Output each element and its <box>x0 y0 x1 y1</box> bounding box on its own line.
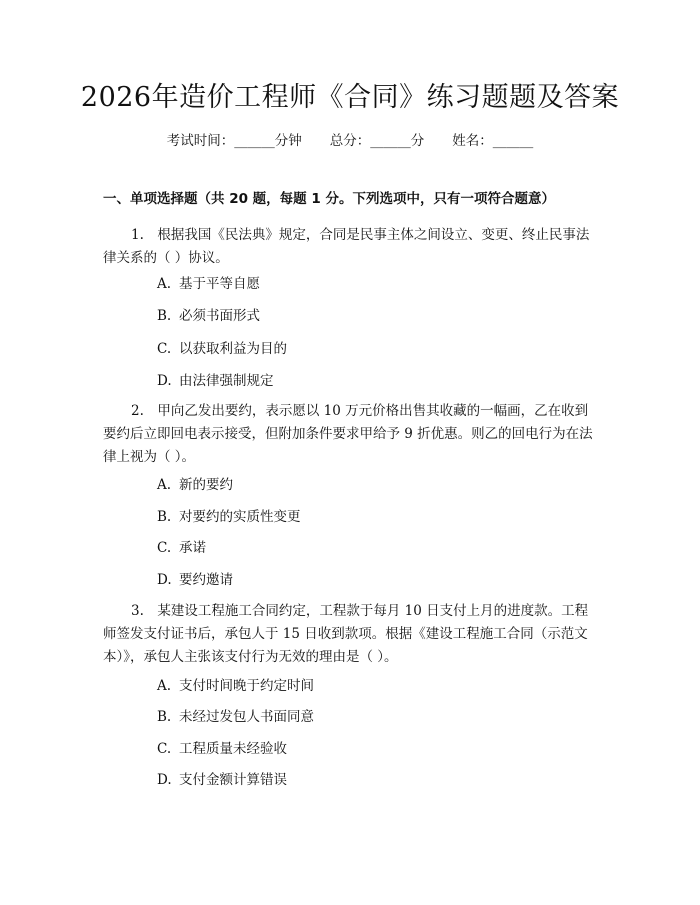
exam-info-line <box>0 130 700 152</box>
time-label: 考试时间： <box>166 133 235 149</box>
option-d <box>157 769 577 791</box>
option-b <box>157 506 577 528</box>
option-text: 基于平等自愿 <box>179 276 260 292</box>
question-line: 2. 甲向乙发出要约，表示愿以 10 万元价格出售其收藏的一幅画，乙在收到 <box>131 403 589 419</box>
option-letter: C. <box>157 540 172 556</box>
option-letter: B. <box>157 509 172 525</box>
option-text: 支付时间晚于约定时间 <box>179 678 314 694</box>
score-blank: ______ <box>370 133 411 149</box>
option-text: 要约邀请 <box>179 572 233 588</box>
score-label: 总分： <box>329 133 371 149</box>
option-b <box>157 305 577 327</box>
option-letter: B. <box>157 308 172 324</box>
question-2-text <box>103 400 603 469</box>
option-c <box>157 338 577 360</box>
question-line: 本）》，承包人主张该支付行为无效的理由是（ ）。 <box>103 649 398 665</box>
option-b <box>157 706 577 728</box>
option-text: 承诺 <box>179 540 206 556</box>
section-heading: 一、单项选择题（共 20 题，每题 1 分。下列选项中，只有一项符合题意） <box>103 191 555 207</box>
option-d <box>157 370 577 392</box>
option-letter: D. <box>157 772 172 788</box>
question-line: 律关系的（ ）协议。 <box>103 250 229 266</box>
question-line: 律上视为（ ）。 <box>103 449 196 465</box>
option-c <box>157 738 577 760</box>
option-letter: D. <box>157 572 172 588</box>
time-blank: ______ <box>234 133 275 149</box>
question-line: 师签发支付证书后，承包人于 15 日收到款项。根据《建设工程施工合同（示范文 <box>103 626 588 642</box>
option-letter: B. <box>157 709 172 725</box>
question-line: 要约后立即回电表示接受，但附加条件要求甲给予 9 折优惠。则乙的回电行为在法 <box>103 426 593 442</box>
option-letter: A. <box>157 477 172 493</box>
option-letter: A. <box>157 678 172 694</box>
question-1-text <box>103 224 603 270</box>
option-letter: C. <box>157 341 172 357</box>
option-a <box>157 273 577 295</box>
option-letter: D. <box>157 373 172 389</box>
question-line: 3. 某建设工程施工合同约定，工程款于每月 10 日支付上月的进度款。工程 <box>131 603 589 619</box>
option-letter: A. <box>157 276 172 292</box>
option-text: 支付金额计算错误 <box>179 772 287 788</box>
option-text: 必须书面形式 <box>179 308 260 324</box>
option-c <box>157 537 577 559</box>
option-d <box>157 569 577 591</box>
name-blank: ______ <box>492 133 534 149</box>
option-a <box>157 675 577 697</box>
option-text: 未经过发包人书面同意 <box>179 709 314 725</box>
option-text: 对要约的实质性变更 <box>179 509 301 525</box>
option-text: 新的要约 <box>179 477 233 493</box>
page-title: 2026年造价工程师《合同》练习题题及答案 <box>80 82 620 113</box>
option-text: 以获取利益为目的 <box>179 341 287 357</box>
question-3-text <box>103 600 603 669</box>
question-line: 1. 根据我国《民法典》规定，合同是民事主体之间设立、变更、终止民事法 <box>131 227 590 243</box>
time-unit: 分钟 <box>274 133 302 149</box>
option-letter: C. <box>157 741 172 757</box>
score-unit: 分 <box>410 133 425 149</box>
option-text: 工程质量未经验收 <box>179 741 287 757</box>
option-a <box>157 474 577 496</box>
name-label: 姓名： <box>452 133 493 149</box>
option-text: 由法律强制规定 <box>179 373 274 389</box>
